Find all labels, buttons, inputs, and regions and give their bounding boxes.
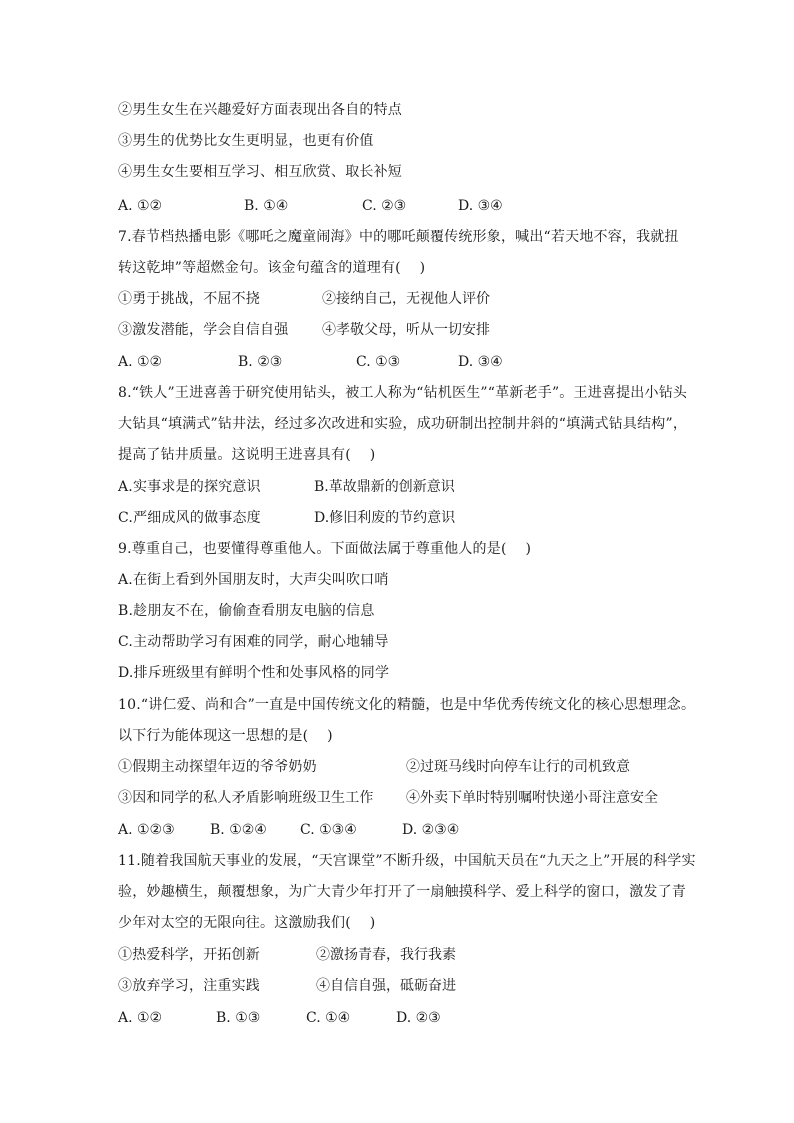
q10-option-b: B. ①②④ bbox=[210, 822, 267, 838]
q10-statement-3: ③因和同学的私人矛盾影响班级卫生工作 bbox=[118, 790, 374, 806]
q7-statement-3: ③激发潜能，学会自信自强 bbox=[118, 322, 289, 338]
q10-statement-2: ②过斑马线时向停车让行的司机致意 bbox=[406, 759, 630, 775]
q7-statement-4: ④孝敬父母，听从一切安排 bbox=[322, 322, 490, 338]
q11-option-d: D. ②③ bbox=[396, 1010, 441, 1026]
q8-option-b: B.革故鼎新的创新意识 bbox=[314, 479, 455, 495]
q6-option-a: A. ①② bbox=[118, 198, 163, 214]
q11-statement-1: ①热爱科学，开拓创新 bbox=[118, 947, 260, 963]
q7-statement-1: ①勇于挑战，不屈不挠 bbox=[118, 291, 260, 307]
q8-stem-line-2: 大钻具“填满式”钻井法，经过多次改进和实验，成功研制出控制井斜的“填满式钻具结构”， bbox=[118, 416, 688, 432]
q11-option-c: C. ①④ bbox=[306, 1010, 351, 1026]
q8-option-c: C.严细成风的做事态度 bbox=[118, 510, 261, 526]
q7-option-b: B. ②③ bbox=[238, 354, 283, 370]
q8-option-a: A.实事求是的探究意识 bbox=[118, 479, 261, 495]
q9-option-a: A.在街上看到外国朋友时，大声尖叫吹口哨 bbox=[118, 572, 389, 588]
q6-statement-4: ④男生女生要相互学习、相互欣赏、取长补短 bbox=[118, 164, 402, 180]
q10-option-a: A. ①②③ bbox=[118, 822, 175, 838]
q6-statement-3: ③男生的优势比女生更明显，也更有价值 bbox=[118, 133, 374, 149]
q11-statement-2: ②激扬青春，我行我素 bbox=[316, 947, 456, 963]
q6-option-b: B. ①④ bbox=[244, 198, 289, 214]
q7-option-c: C. ①③ bbox=[356, 354, 401, 370]
q10-option-d: D. ②③④ bbox=[402, 822, 460, 838]
q9-option-c: C.主动帮助学习有困难的同学，耐心地辅导 bbox=[118, 634, 389, 650]
q7-stem-line-1: 7.春节档热播电影《哪吒之魔童闹海》中的哪吒颠覆传统形象，喊出“若天地不容，我就扭 bbox=[118, 229, 679, 245]
q6-option-d: D. ③④ bbox=[458, 198, 503, 214]
q10-statement-4: ④外卖下单时特别嘱咐快递小哥注意安全 bbox=[406, 790, 658, 806]
q10-option-c: C. ①③④ bbox=[300, 822, 357, 838]
q11-option-b: B. ①③ bbox=[216, 1010, 261, 1026]
q8-stem-line-3: 提高了钻井质量。这说明王进喜具有( ) bbox=[118, 447, 376, 463]
q8-stem-line-1: 8.“铁人”王进喜善于研究使用钻头，被工人称为“钻机医生”“革新老手”。王进喜提出小钻头 bbox=[118, 385, 688, 401]
q11-stem-line-2: 验，妙趣横生，颠覆想象，为广大青少年打开了一扇触摸科学、爱上科学的窗口，激发了青 bbox=[118, 884, 686, 900]
q11-stem-line-3: 少年对太空的无限向往。这激励我们( ) bbox=[118, 915, 376, 931]
q11-statement-3: ③放弃学习，注重实践 bbox=[118, 978, 260, 994]
q10-statement-1: ①假期主动探望年迈的爷爷奶奶 bbox=[118, 759, 317, 775]
q9-stem: 9.尊重自己，也要懂得尊重他人。下面做法属于尊重他人的是( ) bbox=[118, 541, 532, 557]
q7-stem-line-2: 转这乾坤”等超燃金句。该金句蕴含的道理有( ) bbox=[118, 260, 426, 276]
q10-stem-line-2: 以下行为能体现这一思想的是( ) bbox=[118, 728, 333, 744]
q10-stem-line-1: 10.“讲仁爱、尚和合”一直是中国传统文化的精髓，也是中华优秀传统文化的核心思想理念。 bbox=[118, 697, 696, 713]
q9-option-d: D.排斥班级里有鲜明个性和处事风格的同学 bbox=[118, 665, 390, 681]
q9-option-b: B.趁朋友不在，偷偷查看朋友电脑的信息 bbox=[118, 603, 375, 619]
q6-option-c: C. ②③ bbox=[362, 198, 407, 214]
q11-stem-line-1: 11.随着我国航天事业的发展，“天宫课堂”不断升级，中国航天员在“九天之上”开展的科学实 bbox=[118, 853, 696, 869]
q7-statement-2: ②接纳自己，无视他人评价 bbox=[322, 291, 490, 307]
q7-option-a: A. ①② bbox=[118, 354, 163, 370]
q6-statement-2: ②男生女生在兴趣爱好方面表现出各自的特点 bbox=[118, 102, 402, 118]
q7-option-d: D. ③④ bbox=[458, 354, 503, 370]
q8-option-d: D.修旧利废的节约意识 bbox=[314, 510, 456, 526]
q11-statement-4: ④自信自强，砥砺奋进 bbox=[316, 978, 456, 994]
q11-option-a: A. ①② bbox=[118, 1010, 163, 1026]
